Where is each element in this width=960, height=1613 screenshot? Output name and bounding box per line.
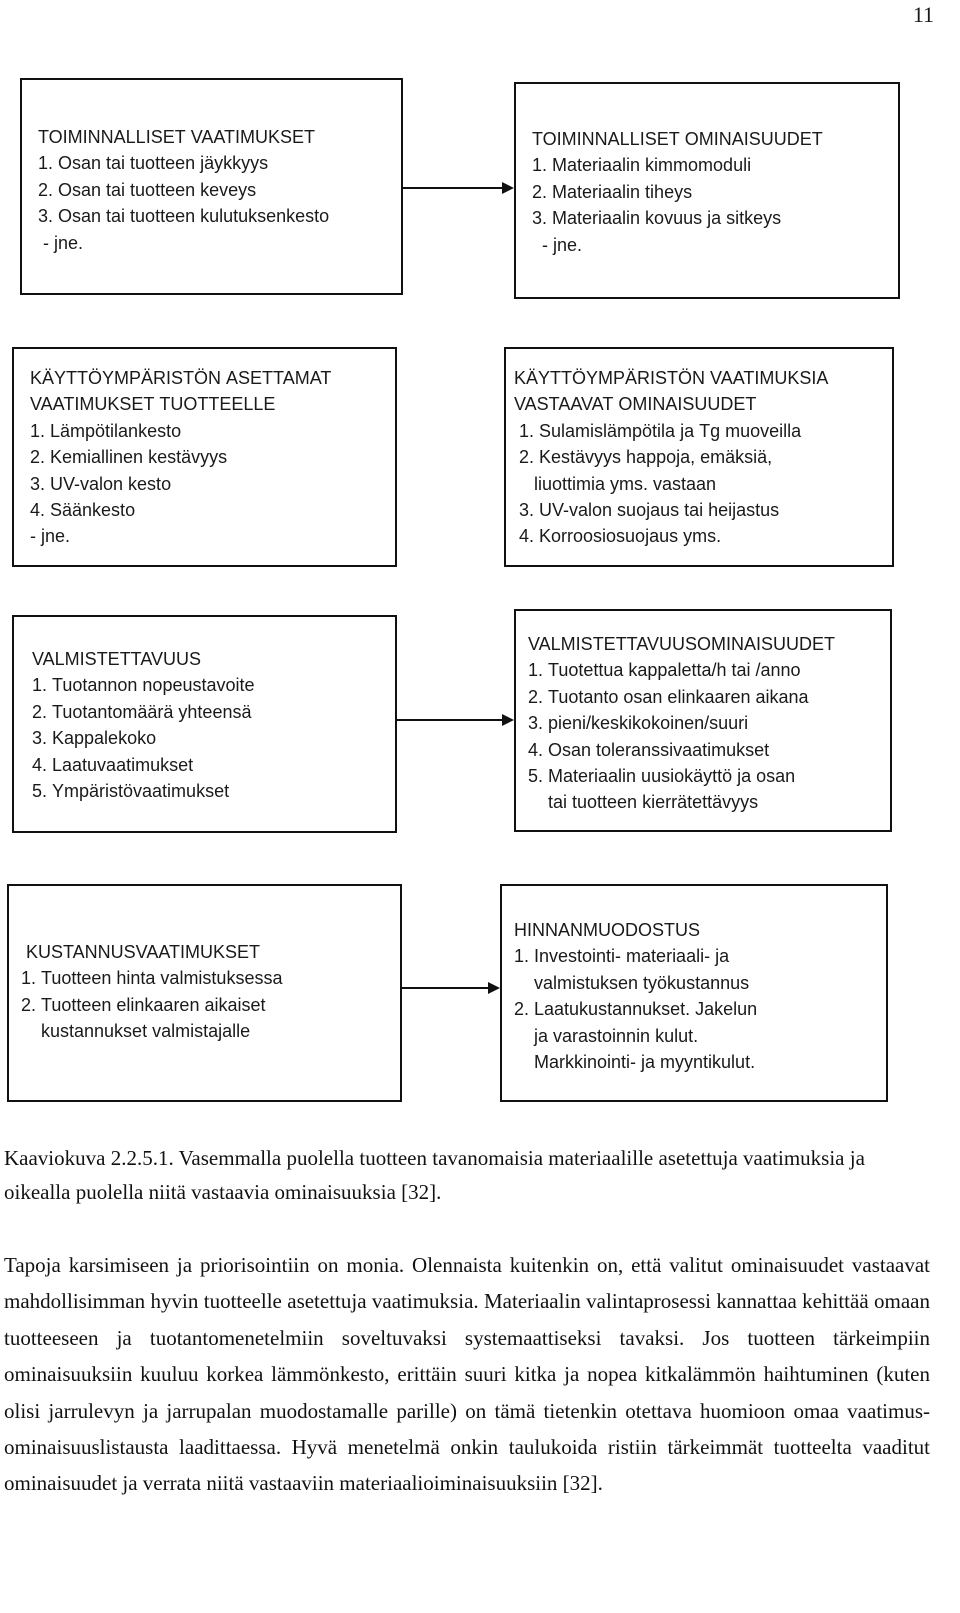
box-list-item: VAATIMUKSET TUOTTEELLE bbox=[30, 394, 276, 415]
box-list-item: 2. Osan tai tuotteen keveys bbox=[38, 179, 257, 200]
box-list-item: 1. Materiaalin kimmomoduli bbox=[532, 155, 752, 176]
box-list-item: 1. Tuotettua kappaletta/h tai /anno bbox=[528, 660, 801, 681]
box-heading: KÄYTTÖYMPÄRISTÖN VAATIMUKSIA bbox=[514, 368, 829, 388]
box-list-item: 1. Investointi- materiaali- ja bbox=[514, 946, 730, 967]
box-heading: TOIMINNALLISET VAATIMUKSET bbox=[38, 127, 316, 147]
box-list-item: 4. Osan toleranssivaatimukset bbox=[528, 739, 770, 760]
kayttoymparisto-ominaisuudet-box bbox=[504, 347, 894, 567]
box-list-item: 2. Tuotantomäärä yhteensä bbox=[32, 701, 252, 722]
box-list-item: 4. Korroosiosuojaus yms. bbox=[514, 526, 722, 547]
box-heading: VALMISTETTAVUUSOMINAISUUDET bbox=[528, 634, 836, 654]
kustannusvaatimukset-box bbox=[7, 884, 402, 1102]
box-list-item: liuottimia yms. vastaan bbox=[514, 473, 717, 494]
box-heading: KUSTANNUSVAATIMUKSET bbox=[21, 942, 261, 962]
figure-caption: Kaaviokuva 2.2.5.1. Vasemmalla puolella tuotteen tavanomaisia materiaalille asetettuja vaatimuksia ja oikealla puolella niitä vastaavia ominaisuuksia [32]. bbox=[4, 1146, 865, 1204]
page-number: 11 bbox=[912, 2, 934, 27]
box-heading: TOIMINNALLISET OMINAISUUDET bbox=[532, 129, 823, 149]
toiminnalliset-vaatimukset-box bbox=[20, 78, 403, 295]
box-heading: HINNANMUODOSTUS bbox=[514, 920, 701, 940]
box-list-item: 1. Osan tai tuotteen jäykkyys bbox=[38, 153, 269, 174]
box-list-item: 5. Materiaalin uusiokäyttö ja osan bbox=[528, 766, 796, 787]
box-list-item: VASTAAVAT OMINAISUUDET bbox=[514, 394, 757, 415]
box-list-item: 3. UV-valon suojaus tai heijastus bbox=[514, 500, 780, 521]
arrow-head-icon bbox=[488, 982, 500, 994]
box-list-item: - jne. bbox=[532, 234, 583, 255]
box-list-item: - jne. bbox=[38, 232, 84, 253]
box-list-item: tai tuotteen kierrätettävyys bbox=[528, 792, 759, 813]
box-list-item: 2. Kestävyys happoja, emäksiä, bbox=[514, 447, 773, 468]
valmistettavuus-box bbox=[12, 615, 397, 833]
hinnanmuodostus-box bbox=[500, 884, 888, 1102]
box-list-item: 2. Tuotteen elinkaaren aikaiset bbox=[21, 994, 266, 1015]
box-list-item: 3. pieni/keskikokoinen/suuri bbox=[528, 713, 749, 734]
box-list-item: 2. Laatukustannukset. Jakelun bbox=[514, 999, 758, 1020]
box-list-item: 1. Lämpötilankesto bbox=[30, 420, 182, 441]
box-heading: KÄYTTÖYMPÄRISTÖN ASETTAMAT bbox=[30, 368, 332, 388]
box-list-item: ja varastoinnin kulut. bbox=[514, 1025, 699, 1046]
box-list-item: 1. Sulamislämpötila ja Tg muoveilla bbox=[514, 420, 802, 441]
valmistettavuusominaisuudet-box bbox=[514, 609, 892, 832]
box-list-item: - jne. bbox=[30, 526, 71, 547]
box-list-item: 2. Materiaalin tiheys bbox=[532, 181, 693, 202]
box-list-item: 5. Ympäristövaatimukset bbox=[32, 781, 230, 802]
kayttoymparisto-vaatimukset-box bbox=[12, 347, 397, 567]
box-list-item: 3. Osan tai tuotteen kulutuksenkesto bbox=[38, 206, 330, 227]
box-list-item: 3. Kappalekoko bbox=[32, 728, 157, 749]
body-paragraph: Tapoja karsimiseen ja priorisointiin on monia. Olennaista kuitenkin on, että valitut ominaisuudet vastaavat mahdollisimman hyvin tuotteelle asetettuja vaatimuksia. Materiaalin valintaprosessi kannattaa kehittää omaan tuotteeseen ja tuotantomenetelmiin soveltuvaksi systemaattiseksi tavaksi. Jos tuotteen tärkeimpiin ominaisuuksiin kuuluu korkea lämmönkesto, erittäin suuri kitka ja nopea kitkalämmön haihtuminen (kuten olisi jarrulevyn ja jarrupalan muodostamalle parille) on tämä tietenkin otettava huomioon omaa vaatimus-ominaisuuslistausta laadittaessa. Hyvä menetelmä onkin taulukoida ristiin tärkeimmät tuotteelta vaaditut ominaisuudet ja verrata niitä vastaaviin materiaalioiminaisuuksiin [32]. bbox=[4, 1253, 930, 1496]
box-list-item: 2. Kemiallinen kestävyys bbox=[30, 447, 228, 468]
toiminnalliset-ominaisuudet-box bbox=[514, 82, 900, 299]
box-list-item: 4. Säänkesto bbox=[30, 500, 136, 521]
box-list-item: 4. Laatuvaatimukset bbox=[32, 754, 194, 775]
box-list-item: 3. UV-valon kesto bbox=[30, 473, 172, 494]
box-list-item: 1. Tuotannon nopeustavoite bbox=[32, 675, 255, 696]
arrow-head-icon bbox=[502, 182, 514, 194]
arrow-head-icon bbox=[502, 714, 514, 726]
box-list-item: valmistuksen työkustannus bbox=[514, 972, 750, 993]
box-list-item: 3. Materiaalin kovuus ja sitkeys bbox=[532, 208, 782, 229]
box-list-item: 2. Tuotanto osan elinkaaren aikana bbox=[528, 686, 809, 707]
box-heading: VALMISTETTAVUUS bbox=[32, 649, 202, 669]
box-list-item: kustannukset valmistajalle bbox=[21, 1021, 251, 1042]
box-list-item: Markkinointi- ja myyntikulut. bbox=[514, 1052, 756, 1073]
body-text bbox=[4, 1247, 930, 1502]
box-list-item: 1. Tuotteen hinta valmistuksessa bbox=[21, 968, 283, 989]
